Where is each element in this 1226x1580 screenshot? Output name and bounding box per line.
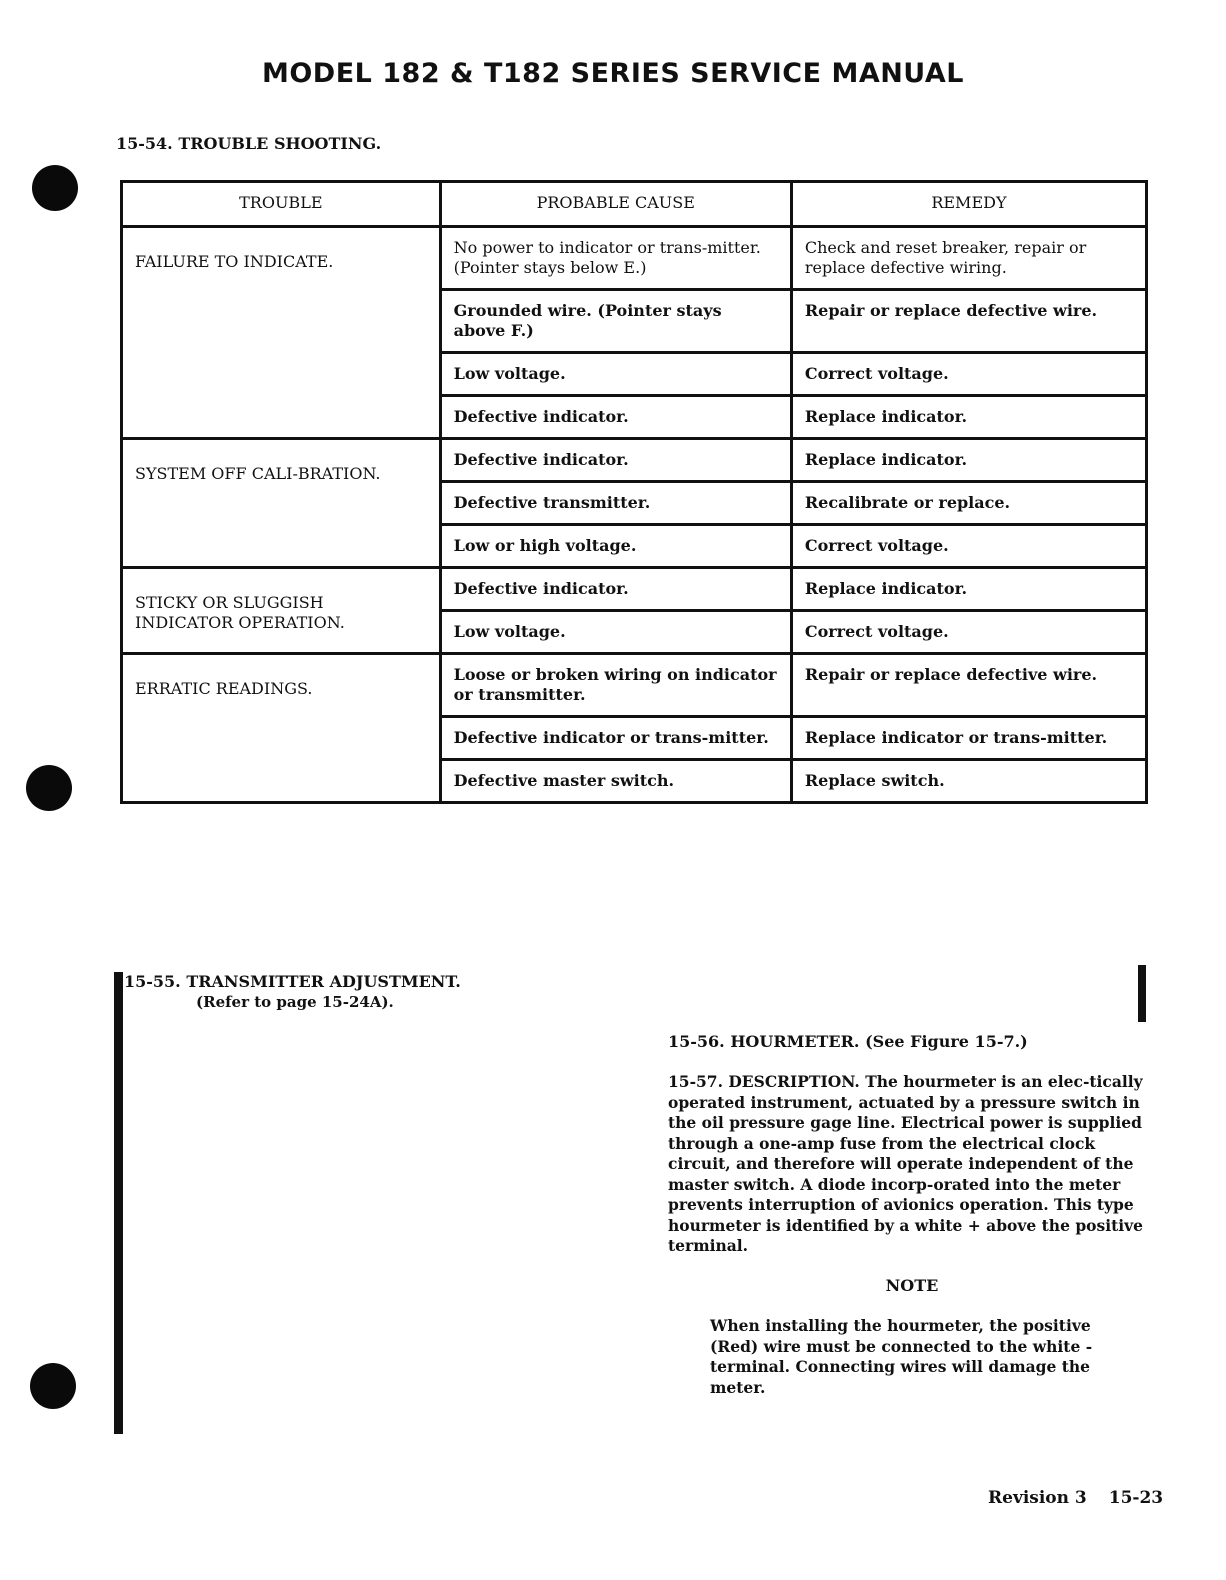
binder-hole-top: [32, 165, 78, 211]
binder-hole-bottom: [30, 1363, 76, 1409]
cause-cell: Defective indicator.: [440, 439, 791, 482]
cause-cell: Low voltage.: [440, 353, 791, 396]
column-header-remedy: REMEDY: [791, 182, 1146, 227]
remedy-cell: Replace indicator.: [791, 439, 1146, 482]
cause-cell: Grounded wire. (Pointer stays above F.): [440, 290, 791, 353]
cause-cell: Loose or broken wiring on indicator or transmitter.: [440, 654, 791, 717]
troubleshooting-table: [120, 180, 1148, 804]
revision-label: Revision 3: [988, 1488, 1087, 1508]
transmitter-adjustment-reference: (Refer to page 15-24A).: [196, 993, 394, 1011]
column-header-trouble: TROUBLE: [122, 182, 441, 227]
remedy-cell: Recalibrate or replace.: [791, 482, 1146, 525]
remedy-cell: Correct voltage.: [791, 353, 1146, 396]
table-row: [122, 568, 1147, 611]
cause-cell: No power to indicator or trans-mitter. (Pointer stays below E.): [440, 227, 791, 290]
hourmeter-heading: 15-56. HOURMETER. (See Figure 15-7.): [668, 1032, 1028, 1051]
trouble-cell: ERRATIC READINGS.: [122, 654, 441, 803]
page-number: 15-23: [1108, 1488, 1164, 1508]
revision-change-bar-right: [1138, 965, 1146, 1022]
remedy-cell: Replace indicator.: [791, 568, 1146, 611]
remedy-cell: Repair or replace defective wire.: [791, 290, 1146, 353]
page-footer: [988, 1488, 1163, 1508]
description-heading: 15-57. DESCRIPTION.: [668, 1072, 860, 1091]
table-row: [122, 654, 1147, 717]
cause-cell: Defective master switch.: [440, 760, 791, 803]
transmitter-adjustment-heading: 15-55. TRANSMITTER ADJUSTMENT.: [124, 972, 461, 991]
trouble-cell: FAILURE TO INDICATE.: [122, 227, 441, 439]
revision-change-bar-left: [114, 972, 123, 1434]
troubleshooting-heading: 15-54. TROUBLE SHOOTING.: [116, 134, 382, 153]
page-title: MODEL 182 & T182 SERIES SERVICE MANUAL: [261, 58, 964, 89]
remedy-cell: Replace switch.: [791, 760, 1146, 803]
trouble-cell: SYSTEM OFF CALI-BRATION.: [122, 439, 441, 568]
cause-cell: Defective indicator.: [440, 568, 791, 611]
note-heading: NOTE: [885, 1276, 939, 1295]
transmitter-adjustment-section: [124, 972, 461, 1012]
description-body: The hourmeter is an elec-tically operated instrument, actuated by a pressure switch in the oil pressure gage line. Electrical power is supplied through a one-amp fuse from the electrical clock circuit, and therefore will operate independent of the master switch. A diode incorp-orated into the meter prevents interruption of avionics operation. This type hourmeter is identified by a white + above the positive terminal.: [668, 1072, 1144, 1255]
cause-cell: Defective indicator.: [440, 396, 791, 439]
column-header-probable-cause: PROBABLE CAUSE: [440, 182, 791, 227]
cause-cell: Defective transmitter.: [440, 482, 791, 525]
trouble-cell: STICKY OR SLUGGISH INDICATOR OPERATION.: [122, 568, 441, 654]
table-header-row: [122, 182, 1147, 227]
cause-cell: Low voltage.: [440, 611, 791, 654]
remedy-cell: Correct voltage.: [791, 525, 1146, 568]
table-row: [122, 439, 1147, 482]
note-body: When installing the hourmeter, the positive (Red) wire must be connected to the white - terminal. Connecting wires will damage the meter.: [710, 1316, 1093, 1397]
cause-cell: Defective indicator or trans-mitter.: [440, 717, 791, 760]
table-row: [122, 227, 1147, 290]
remedy-cell: Replace indicator or trans-mitter.: [791, 717, 1146, 760]
remedy-cell: Check and reset breaker, repair or replace defective wiring.: [791, 227, 1146, 290]
cause-cell: Low or high voltage.: [440, 525, 791, 568]
remedy-cell: Correct voltage.: [791, 611, 1146, 654]
remedy-cell: Repair or replace defective wire.: [791, 654, 1146, 717]
binder-hole-middle: [26, 765, 72, 811]
hourmeter-description: [668, 1072, 1156, 1257]
remedy-cell: Replace indicator.: [791, 396, 1146, 439]
